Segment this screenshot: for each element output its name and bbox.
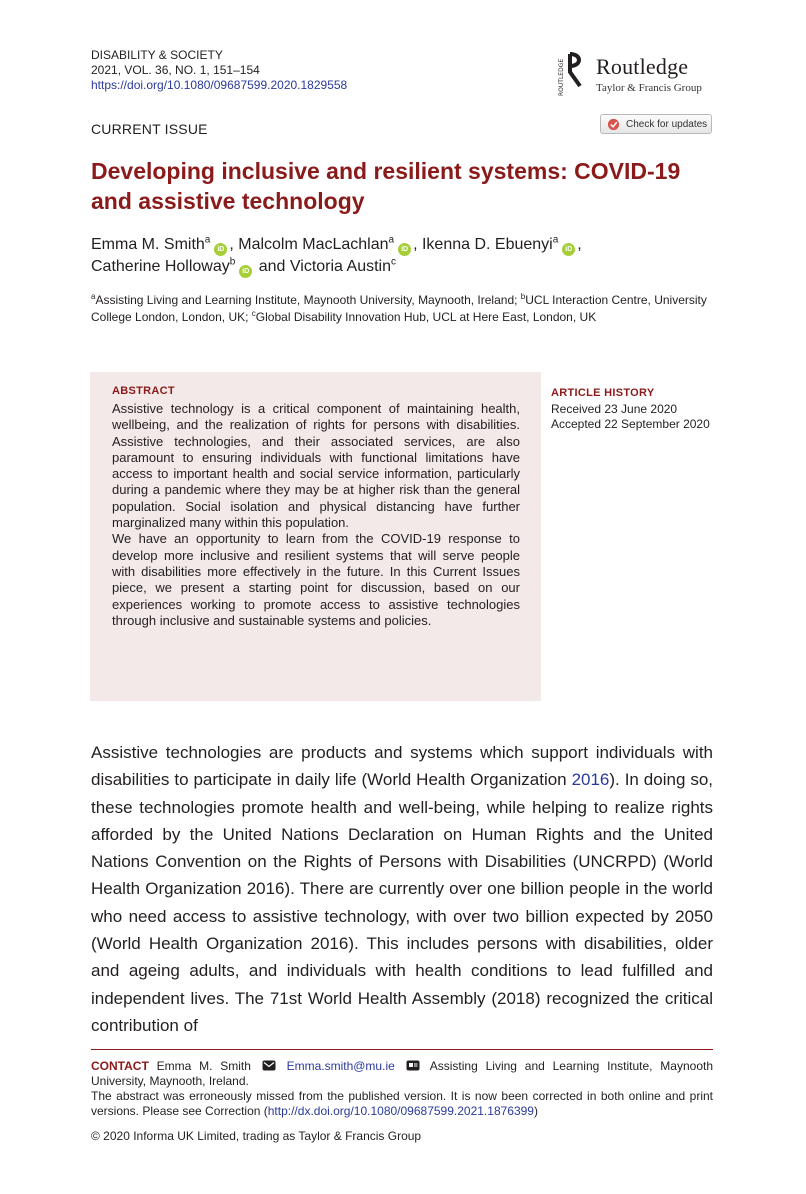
abstract-box [90,372,541,701]
contact-label: CONTACT [91,1059,149,1073]
publisher-name: Routledge [596,54,689,79]
abstract-paragraph: We have an opportunity to learn from the COVID-19 response to develop more inclusive and resilient systems that will serve people with disabilities more effectively in the future. In this Current Issues piece, we present a starting point for discussion, based on our experiences working to promote access to assistive technologies through inclusive and sustainable systems and policies. [112,531,520,628]
orcid-icon[interactable]: iD [562,243,575,256]
author-name: Malcolm MacLachlan [238,236,389,253]
journal-citation: 2021, VOL. 36, NO. 1, 151–154 [91,63,260,77]
author-name: Emma M. Smith [91,236,205,253]
abstract-paragraph: Assistive technology is a critical component of maintaining health, wellbeing, and the realization of rights for persons with disabilities. Assistive technologies, and their associated services, are also paramount to ensuring individuals with functional limitations have access to important health and social service information, particularly during a pandemic where they may be at higher risk than the general population. Social isolation and physical distancing have further marginalized many within this population. [112,401,520,531]
author-name: Victoria Austin [289,258,391,275]
orcid-icon[interactable]: iD [239,265,252,278]
publisher-subtitle: Taylor & Francis Group [596,82,702,94]
author-affiliation-mark: a [204,234,211,246]
affiliation-text: UCL Interaction Centre, University College London, London, UK; [91,293,707,324]
check-for-updates-label: Check for updates [626,118,708,130]
affiliation-mark: c [251,309,256,318]
article-history-heading: ARTICLE HISTORY [551,387,655,399]
contact-email[interactable]: Emma.smith@mu.ie [286,1059,395,1073]
author-affiliation-mark: a [388,234,395,246]
affiliations [91,292,721,326]
doi-link[interactable]: https://doi.org/10.1080/09687599.2020.1829558 [91,78,348,92]
author-separator: , [577,236,582,253]
section-label: CURRENT ISSUE [91,121,208,137]
body-text-part: Assistive technologies are products and systems which support individuals with disabilities to participate in daily life (World Health Organization [91,743,713,790]
check-updates-icon [607,118,620,131]
routledge-logo-icon [558,50,592,98]
footer-divider [91,1049,713,1050]
author-affiliation-mark: a [552,234,559,246]
body-paragraph [91,739,713,1039]
reference-link[interactable]: 2016 [571,770,610,790]
copyright-notice: © 2020 Informa UK Limited, trading as Taylor & Francis Group [91,1129,422,1143]
author-affiliation-mark: b [229,256,236,268]
author-list [91,234,731,278]
email-icon [262,1060,276,1071]
body-text-part: ). In doing so, these technologies promote health and well-being, while helping to realize rights afforded by the United Nations Declaration on Human Rights and the United Nations Convention on the Rights of Persons with Disabilities (UNCRPD) (World Health Organization 2016). There are currently over one billion people in the world who need access to assistive technology, with over two billion expected by 2050 (World Health Organization 2016). This includes persons with disabilities, older and ageing adults, and individuals with health conditions to lead fulfilled and independent lives. The 71st World Health Assembly (2018) recognized the critical contribution of [91,770,713,1035]
contact-address: Assisting Living and Learning Institute, Maynooth University, Maynooth, Ireland. [91,1059,714,1088]
correction-note [91,1089,713,1119]
contact-line [91,1059,713,1089]
author-separator: and [254,258,290,275]
affiliation-text: Assisting Living and Learning Institute, Maynooth University, Maynooth, Ireland; [95,293,521,307]
abstract-text [112,401,520,629]
orcid-icon[interactable]: iD [398,243,411,256]
author-separator: , [413,236,422,253]
article-title: Developing inclusive and resilient systems: COVID-19 and assistive technology [91,158,681,214]
journal-name: DISABILITY & SOCIETY [91,48,223,62]
correction-link[interactable]: http://dx.doi.org/10.1080/09687599.2021.1876399 [267,1104,534,1118]
check-for-updates-button[interactable] [600,114,712,134]
publisher-logo [558,50,718,100]
orcid-icon[interactable]: iD [214,243,227,256]
journal-header [91,48,347,93]
correction-text: The abstract was erroneously missed from the published version. It is now been corrected in both online and print versions. Please see Correction ( [91,1089,713,1118]
author-separator: , [229,236,239,253]
accepted-date: Accepted 22 September 2020 [551,417,710,431]
abstract-heading: ABSTRACT [112,385,175,397]
author-name: Ikenna D. Ebuenyi [421,236,553,253]
affiliation-text: Global Disability Innovation Hub, UCL at Here East, London, UK [255,310,597,324]
correction-text-end: ) [533,1104,538,1118]
affiliation-mark: a [91,292,96,301]
address-icon [406,1060,420,1071]
received-date: Received 23 June 2020 [551,401,678,416]
article-history [551,386,710,433]
footnotes [91,1059,713,1119]
contact-name: Emma M. Smith [156,1059,251,1073]
author-name: Catherine Holloway [91,258,230,275]
affiliation-mark: b [520,292,526,301]
publisher-logo-text: ROUTLEDGE [558,58,565,96]
author-affiliation-mark: c [390,256,396,268]
